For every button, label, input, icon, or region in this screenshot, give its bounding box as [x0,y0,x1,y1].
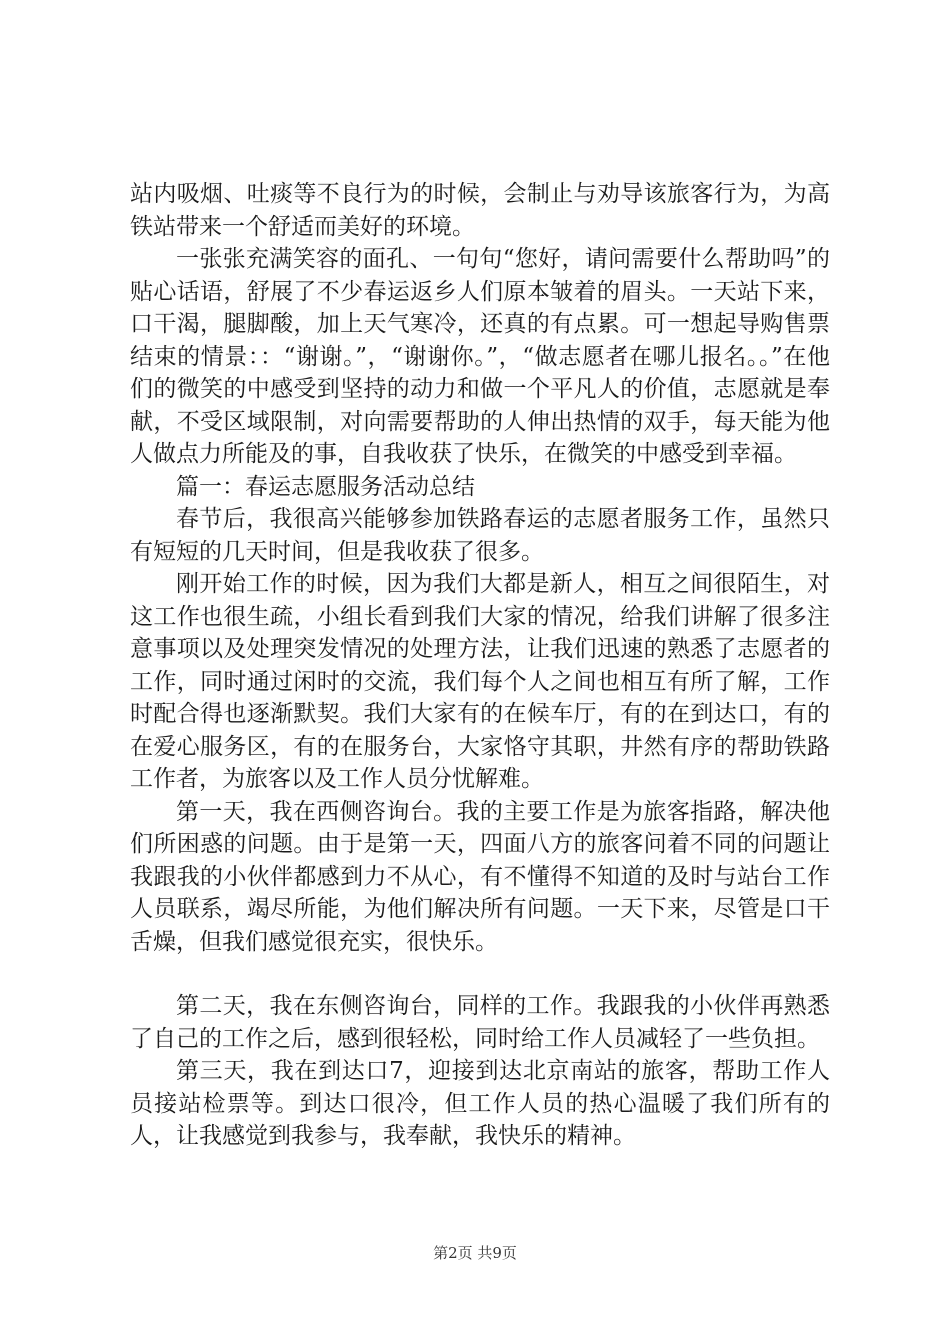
document-body [130,178,830,1153]
paragraph: 第二天，我在东侧咨询台，同样的工作。我跟我的小伙伴再熟悉了自己的工作之后，感到很轻松，同时给工作人员减轻了一些负担。 [130,993,830,1052]
section-heading: 篇一：春运志愿服务活动总结 [176,473,475,500]
paragraph: 第三天，我在到达口7，迎接到达北京南站的旅客，帮助工作人员接站检票等。到达口很冷，但工作人员的热心温暖了我们所有的人，让我感觉到我参与，我奉献，我快乐的精神。 [130,1058,830,1149]
paragraph-continuation: 站内吸烟、吐痰等不良行为的时候，会制止与劝导该旅客行为，为高铁站带来一个舒适而美好的环境。 [130,181,830,240]
paragraph: 春节后，我很高兴能够参加铁路春运的志愿者服务工作，虽然只有短短的几天时间，但是我收获了很多。 [130,506,830,565]
paragraph: 一张张充满笑容的面孔、一句句“您好，请问需要什么帮助吗”的贴心话语，舒展了不少春运返乡人们原本皱着的眉头。一天站下来，口干渴，腿脚酸，加上天气寒冷，还真的有点累。可一想起导购售票结束的情景：：“谢谢。”，“谢谢你。”，“做志愿者在哪儿报名。。”在他们的微笑的中感受到坚持的动力和做一个平凡人的价值，志愿就是奉献，不受区域限制，对向需要帮助的人伸出热情的双手，每天能为他人做点力所能及的事，自我收获了快乐，在微笑的中感受到幸福。 [130,246,830,467]
page-footer: 第2页 共9页 [433,1244,517,1262]
paragraph: 刚开始工作的时候，因为我们大都是新人，相互之间很陌生，对这工作也很生疏，小组长看到我们大家的情况，给我们讲解了很多注意事项以及处理突发情况的处理方法，让我们迅速的熟悉了志愿者的工作，同时通过闲时的交流，我们每个人之间也相互有所了解，工作时配合得也逐渐默契。我们大家有的在候车厅，有的在到达口，有的在爱心服务区，有的在服务台，大家恪守其职，井然有序的帮助铁路工作者，为旅客以及工作人员分忧解难。 [130,571,830,792]
paragraph: 第一天，我在西侧咨询台。我的主要工作是为旅客指路，解决他们所困惑的问题。由于是第一天，四面八方的旅客问着不同的问题让我跟我的小伙伴都感到力不从心，有不懂得不知道的及时与站台工作人员联系，竭尽所能，为他们解决所有问题。一天下来，尽管是口干舌燥，但我们感觉很充实，很快乐。 [130,798,830,955]
